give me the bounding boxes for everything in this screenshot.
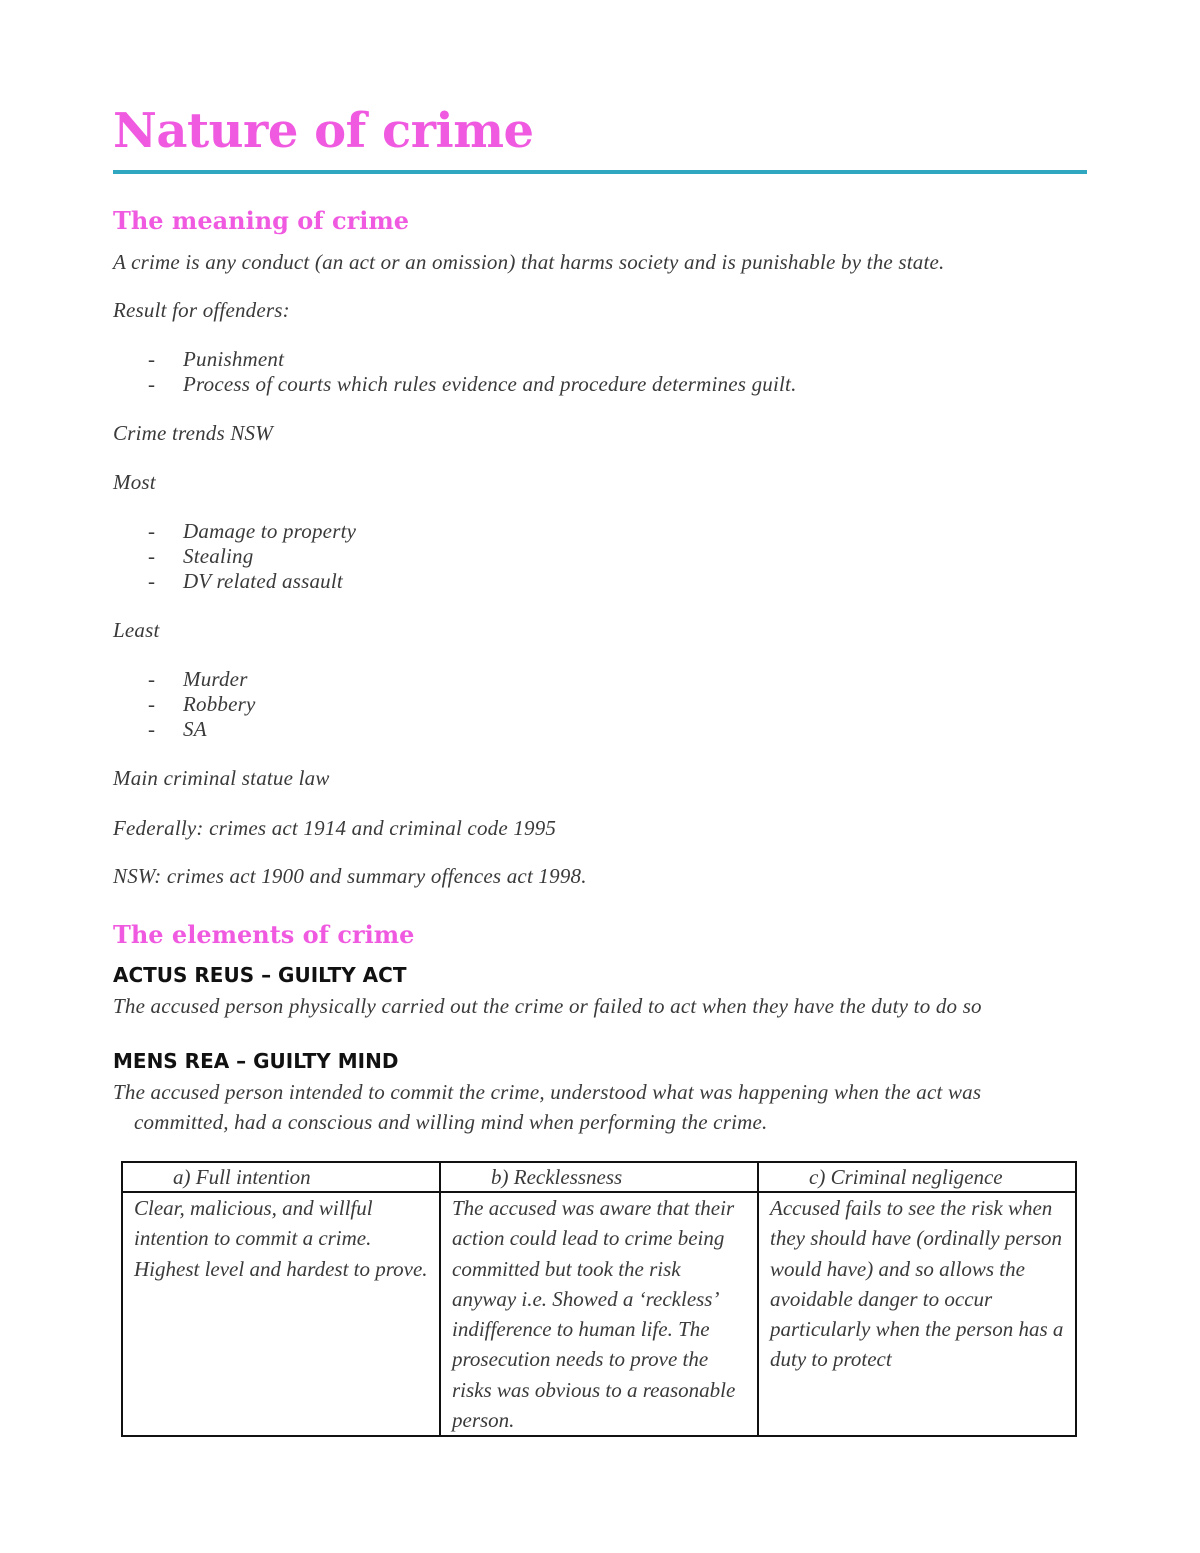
- bullet-dash: -: [148, 544, 156, 568]
- bullet-dash: -: [148, 692, 156, 716]
- table-header-cell: [122, 1162, 440, 1192]
- result-label: Result for offenders:: [113, 298, 290, 322]
- list-item: Process of courts which rules evidence and procedure determines guilt.: [183, 372, 797, 396]
- mens-rea-table: [121, 1161, 1077, 1437]
- bullet-dash: -: [148, 569, 156, 593]
- federal-law: Federally: crimes act 1914 and criminal code 1995: [113, 816, 557, 840]
- list-item: DV related assault: [183, 569, 343, 593]
- actus-reus-text: The accused person physically carried out the crime or failed to act when they have the duty to do so: [113, 994, 982, 1018]
- bullet-dash: -: [148, 519, 156, 543]
- list-item: Murder: [183, 667, 248, 691]
- mens-rea-heading: MENS REA – GUILTY MIND: [113, 1049, 399, 1073]
- least-label: Least: [113, 618, 160, 642]
- bullet-dash: -: [148, 372, 156, 396]
- title-divider: [113, 170, 1087, 174]
- nsw-law: NSW: crimes act 1900 and summary offences act 1998.: [113, 864, 587, 888]
- section-heading-elements: The elements of crime: [113, 920, 415, 949]
- bullet-dash: -: [148, 667, 156, 691]
- section-heading-meaning: The meaning of crime: [113, 206, 410, 235]
- page-title: Nature of crime: [113, 103, 534, 159]
- full-intention-description: Clear, malicious, and willful intention to commit a crime. Highest level and hardest to prove.: [134, 1196, 428, 1281]
- mens-rea-text-line2: committed, had a conscious and willing mind when performing the crime.: [134, 1110, 768, 1134]
- table-cell: [122, 1192, 440, 1436]
- table-row: [122, 1192, 1076, 1436]
- negligence-description: Accused fails to see the risk when they should have (ordinally person would have) and so allows the avoidable danger to occur particularly when the person has a duty to protect: [770, 1196, 1064, 1372]
- list-item: Punishment: [183, 347, 285, 371]
- list-item: Damage to property: [183, 519, 357, 543]
- table-cell: [758, 1192, 1076, 1436]
- header-recklessness: b) Recklessness: [491, 1165, 623, 1189]
- table-header-row: [122, 1162, 1076, 1192]
- header-full-intention: a) Full intention: [173, 1165, 311, 1189]
- table-cell: [440, 1192, 758, 1436]
- header-criminal-negligence: c) Criminal negligence: [809, 1165, 1003, 1189]
- table-header-cell: [758, 1162, 1076, 1192]
- table-header-cell: [440, 1162, 758, 1192]
- most-label: Most: [113, 470, 156, 494]
- list-item: SA: [183, 717, 207, 741]
- statute-label: Main criminal statue law: [113, 766, 330, 790]
- bullet-dash: -: [148, 717, 156, 741]
- list-item: Stealing: [183, 544, 254, 568]
- list-item: Robbery: [183, 692, 256, 716]
- trends-label: Crime trends NSW: [113, 421, 273, 445]
- bullet-dash: -: [148, 347, 156, 371]
- actus-reus-heading: ACTUS REUS – GUILTY ACT: [113, 963, 407, 987]
- mens-rea-text-line1: The accused person intended to commit the crime, understood what was happening when the act was: [113, 1080, 982, 1104]
- recklessness-description: The accused was aware that their action could lead to crime being committed but took the risk anyway i.e. Showed a ‘reckless’ indifference to human life. The prosecution needs to prove the risks was obvious to a reasonable person.: [452, 1196, 736, 1433]
- crime-definition: A crime is any conduct (an act or an omission) that harms society and is punishable by the state.: [113, 250, 945, 274]
